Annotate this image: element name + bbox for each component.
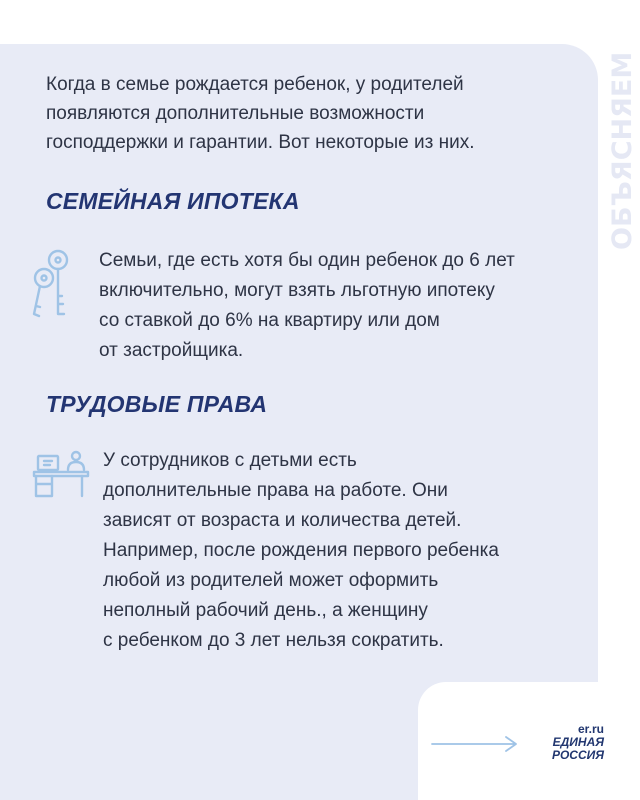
section-heading-mortgage: СЕМЕЙНАЯ ИПОТЕКА — [46, 188, 300, 214]
section-heading-labor-rights: ТРУДОВЫЕ ПРАВА — [46, 391, 268, 417]
arrow-right-icon — [430, 734, 520, 754]
intro-text: Когда в семье рождается ребенок, у родителей появляются дополнительные возможности господдержки и гарантии. Вот некоторые из них. — [46, 74, 475, 153]
office-desk-icon — [32, 450, 90, 498]
brand-name-line1: ЕДИНАЯ — [552, 735, 604, 749]
section-text-mortgage: Семьи, где есть хотя бы один ребенок до 6 лет включительно, могут взять льготную ипотеку со ставкой до 6% на квартиру или дом от застройщика. — [99, 250, 515, 361]
brand-logo — [532, 722, 604, 762]
brand-url: er.ru — [577, 722, 604, 736]
section-text-labor-rights: У сотрудников с детьми есть дополнительные права на работе. Они зависят от возраста и количества детей. Например, после рождения первого ребенка любой из родителей может оформить неполный рабочий день., а женщину с ребенком до 3 лет нельзя сократить. — [103, 450, 499, 651]
brand-name-line2: РОССИЯ — [551, 748, 604, 762]
keys-icon — [28, 248, 80, 322]
side-label: ОБЪЯСНЯЕМ — [607, 52, 638, 251]
